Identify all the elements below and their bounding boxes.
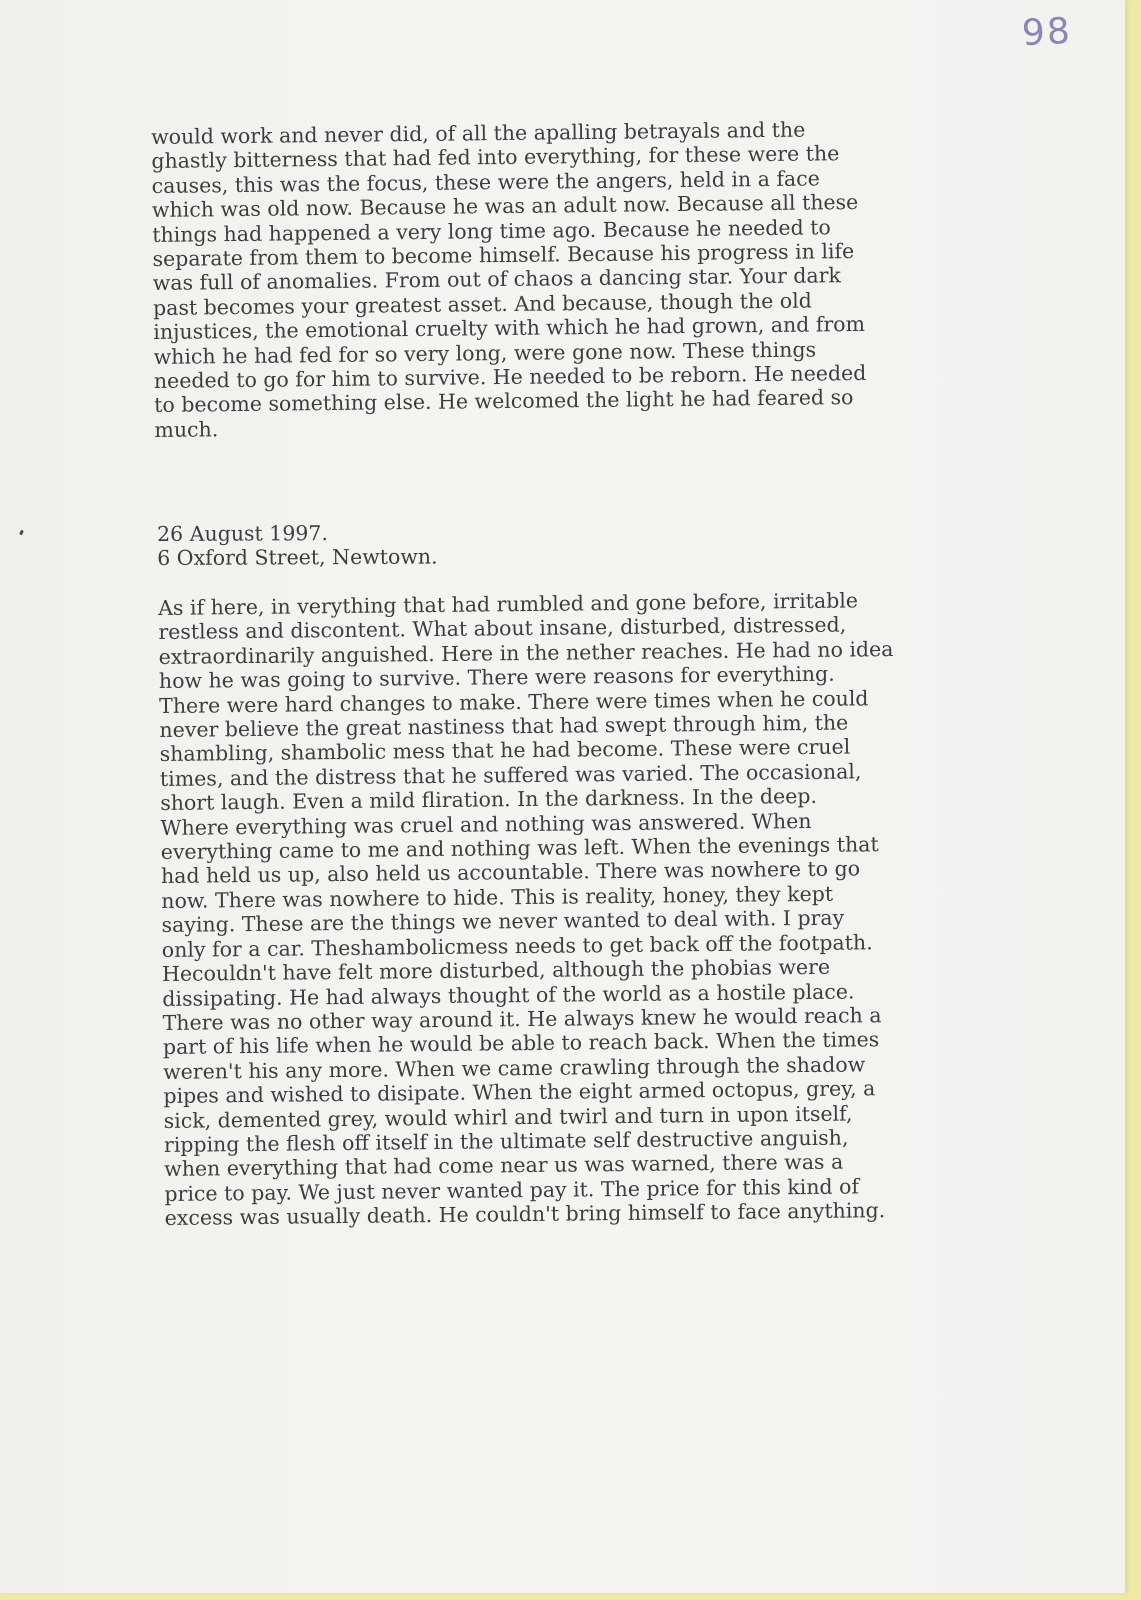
text-line: restless and discontent. What about insane, disturbed, distressed, <box>158 612 847 645</box>
text-line: separate from them to become himself. Because his progress in life <box>152 239 855 272</box>
text-line: how he was going to survive. There were reasons for everything. <box>158 661 835 694</box>
text-line: causes, this was the focus, these were the angers, held in a face <box>151 166 820 198</box>
text-line: There was no other way around it. He always knew he would reach a <box>162 1003 882 1035</box>
text-line: pipes and wished to disipate. When the eight armed octopus, grey, a <box>163 1076 876 1109</box>
text-line: only for a car. Theshambolicmess needs to get back off the footpath. <box>161 929 873 962</box>
text-line: shambling, shambolic mess that he had become. These were cruel <box>159 734 851 767</box>
text-line: now. There was nowhere to hide. This is reality, honey, they kept <box>161 881 834 913</box>
entry-address: 6 Oxford Street, Newtown. <box>157 544 438 571</box>
text-line: had held us up, also held us accountable. There was nowhere to go <box>160 856 861 889</box>
paragraph-entry <box>158 588 900 1230</box>
text-line: things had happened a very long time ago. Because he needed to <box>152 214 831 247</box>
handwritten-page-number: 98 <box>1020 10 1073 55</box>
text-line: which was old now. Because he was an adult now. Because all these <box>151 190 859 223</box>
text-line: As if here, in verything that had rumbled and gone before, irritable <box>158 588 859 620</box>
text-line: ghastly bitterness that had fed into everything, for these were the <box>151 141 840 174</box>
text-line: much. <box>154 417 219 442</box>
text-line: part of his life when he would be able to reach back. When the times <box>162 1027 880 1060</box>
diary-entry-heading <box>157 521 438 571</box>
text-line: would work and never did, of all the apalling betrayals and the <box>151 117 806 149</box>
text-line: ripping the flesh off itself in the ultimate self destructive anguish, <box>163 1125 849 1157</box>
text-line: needed to go for him to survive. He needed to be reborn. He needed <box>153 360 867 394</box>
text-line: There were hard changes to make. There were times when he could <box>159 685 869 718</box>
text-line: everything came to me and nothing was left. When the evenings that <box>160 832 879 865</box>
paragraph-continued <box>151 117 867 442</box>
entry-date: 26 August 1997. <box>157 521 329 546</box>
text-line: excess was usually death. He couldn't bring himself to face anything. <box>164 1198 886 1231</box>
text-line: sick, demented grey, would whirl and twirl and turn in upon itself, <box>163 1101 853 1133</box>
text-line: when everything that had come near us was warned, there was a <box>164 1149 844 1182</box>
text-line: Hecouldn't have felt more disturbed, although the phobias were <box>161 954 831 987</box>
text-line: Where everything was cruel and nothing was answered. When <box>160 808 812 840</box>
text-line: which he had fed for so very long, were gone now. These things <box>153 337 817 369</box>
text-line: dissipating. He had always thought of the world as a hostile place. <box>162 978 855 1011</box>
text-line: price to pay. We just never wanted pay it. The price for this kind of <box>164 1174 860 1206</box>
text-line: saying. These are the things we never wanted to deal with. I pray <box>161 905 845 938</box>
text-line: injustices, the emotional cruelty with which he had grown, and from <box>153 312 866 345</box>
text-line: short laugh. Even a mild fliration. In the darkness. In the deep. <box>160 784 818 816</box>
text-line: times, and the distress that he suffered was varied. The occasional, <box>159 759 862 791</box>
text-line: never believe the great nastiness that had swept through him, the <box>159 710 849 743</box>
text-line: to become something else. He welcomed the light he had feared so <box>154 385 854 418</box>
scan-speck <box>19 530 24 536</box>
text-line: past becomes your greatest asset. And because, though the old <box>152 288 812 320</box>
text-line: was full of anomalies. From out of chaos a dancing star. Your dark <box>152 263 842 296</box>
text-line: extraordinarily anguished. Here in the nether reaches. He had no idea <box>158 636 894 669</box>
text-line: weren't his any more. When we came crawling through the shadow <box>163 1052 866 1084</box>
